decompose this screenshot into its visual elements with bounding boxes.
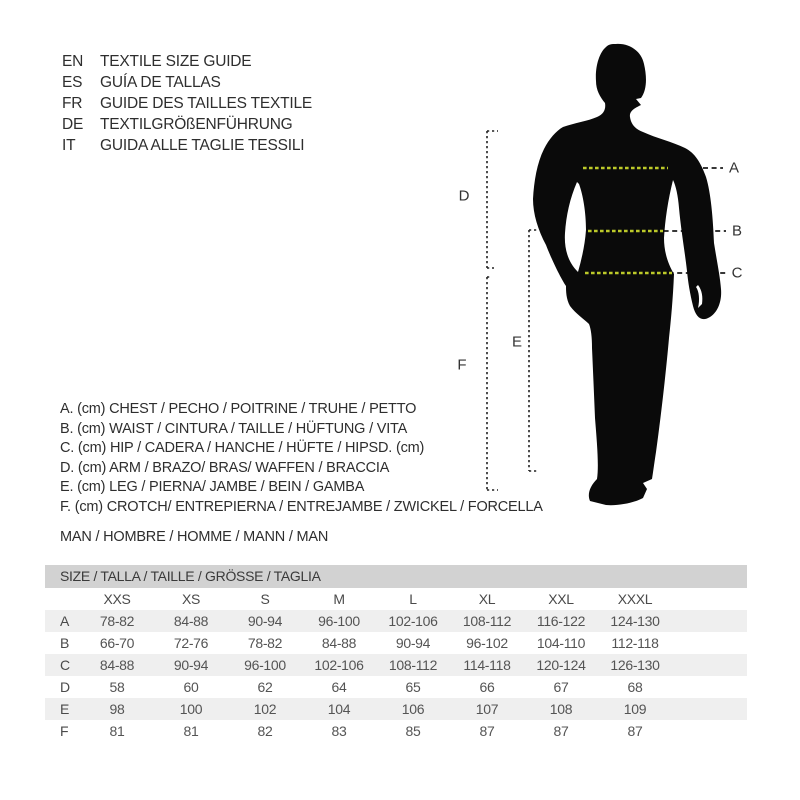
column-header: S: [260, 591, 270, 607]
size-value: 81: [183, 723, 199, 739]
size-value: 87: [553, 723, 569, 739]
size-table: [45, 565, 747, 742]
language-code: IT: [62, 136, 76, 154]
size-value: 96-100: [318, 613, 360, 629]
size-value: 90-94: [247, 613, 283, 629]
marker-crotch: F: [457, 356, 467, 374]
size-value: 66: [479, 679, 495, 695]
size-value: 90-94: [173, 657, 209, 673]
row-label: D: [60, 679, 70, 695]
size-value: 62: [257, 679, 273, 695]
column-header: XXS: [103, 591, 131, 607]
size-value: 109: [623, 701, 647, 717]
size-value: 84-88: [321, 635, 357, 651]
table-row: [45, 610, 747, 632]
size-value: 81: [109, 723, 125, 739]
language-label: GUIDA ALLE TAGLIE TESSILI: [100, 136, 305, 154]
row-label: F: [60, 723, 69, 739]
marker-hip: C: [731, 264, 743, 282]
column-header: XS: [181, 591, 201, 607]
legend-item: B. (cm) WAIST / CINTURA / TAILLE / HÜFTUNG / VITA: [60, 420, 408, 437]
marker-leg: E: [511, 333, 523, 351]
row-label: E: [60, 701, 70, 717]
column-header: XXXL: [617, 591, 653, 607]
legend-item: E. (cm) LEG / PIERNA/ JAMBE / BEIN / GAMBA: [60, 479, 365, 495]
size-value: 100: [179, 701, 203, 717]
size-value: 102: [253, 701, 277, 717]
subject-line: MAN / HOMBRE / HOMME / MANN / MAN: [60, 529, 329, 545]
size-value: 58: [109, 679, 125, 695]
size-value: 108-112: [388, 657, 438, 673]
size-value: 112-118: [611, 635, 659, 651]
size-value: 84-88: [173, 613, 209, 629]
table-row: [45, 720, 747, 742]
size-value: 82: [257, 723, 273, 739]
size-table-header-row: [45, 588, 747, 610]
size-value: 87: [479, 723, 495, 739]
size-value: 64: [331, 679, 347, 695]
size-value: 78-82: [99, 613, 135, 629]
size-value: 120-124: [536, 657, 586, 673]
legend-item: A. (cm) CHEST / PECHO / POITRINE / TRUHE / PETTO: [60, 401, 417, 417]
size-value: 65: [405, 679, 421, 695]
marker-arm: D: [458, 187, 470, 205]
size-value: 124-130: [610, 613, 660, 629]
column-header: XL: [478, 591, 496, 607]
row-label: A: [60, 613, 70, 629]
size-value: 104: [327, 701, 351, 717]
size-value: 90-94: [395, 635, 431, 651]
column-header: L: [409, 591, 417, 607]
size-value: 102-106: [388, 613, 438, 629]
language-code: ES: [62, 73, 83, 91]
legend-item: D. (cm) ARM / BRAZO/ BRAS/ WAFFEN / BRACCIA: [60, 459, 390, 476]
marker-waist: B: [731, 222, 743, 240]
size-value: 84-88: [99, 657, 135, 673]
size-value: 98: [109, 701, 125, 717]
size-value: 66-70: [99, 635, 135, 651]
language-label: GUÍA DE TALLAS: [100, 73, 221, 91]
size-value: 85: [405, 723, 421, 739]
size-value: 116-122: [536, 613, 586, 629]
column-header: XXL: [548, 591, 574, 607]
size-value: 72-76: [173, 635, 209, 651]
size-value: 104-110: [536, 635, 586, 651]
language-label: GUIDE DES TAILLES TEXTILE: [100, 94, 313, 112]
table-row: [45, 698, 747, 720]
size-value: 87: [627, 723, 643, 739]
man-silhouette: [533, 44, 721, 505]
size-table-grid: [45, 588, 747, 742]
size-value: 126-130: [610, 657, 660, 673]
language-label: TEXTILGRÖßENFÜHRUNG: [100, 115, 293, 133]
size-value: 67: [553, 679, 569, 695]
measurement-legend: [60, 400, 543, 517]
legend-item: C. (cm) HIP / CADERA / HANCHE / HÜFTE / HIPSD. (cm): [60, 440, 425, 456]
row-label: C: [60, 657, 70, 673]
table-row: [45, 654, 747, 676]
language-label: TEXTILE SIZE GUIDE: [100, 52, 252, 70]
legend-item: F. (cm) CROTCH/ ENTREPIERNA / ENTREJAMBE / ZWICKEL / FORCELLA: [60, 498, 543, 515]
size-value: 96-100: [244, 657, 286, 673]
size-value: 78-82: [247, 635, 283, 651]
size-value: 114-118: [463, 657, 511, 673]
size-value: 96-102: [466, 635, 508, 651]
table-row: [45, 676, 747, 698]
size-table-title: SIZE / TALLA / TAILLE / GRÖSSE / TAGLIA: [45, 565, 747, 588]
table-row: [45, 632, 747, 654]
language-code: DE: [62, 115, 84, 133]
marker-chest: A: [728, 159, 740, 177]
size-value: 68: [627, 679, 643, 695]
size-value: 60: [183, 679, 199, 695]
size-value: 102-106: [314, 657, 364, 673]
size-value: 108: [549, 701, 573, 717]
arm-extent-ticks: [487, 131, 498, 268]
size-value: 83: [331, 723, 347, 739]
language-code: EN: [62, 52, 84, 70]
row-label: B: [60, 635, 70, 651]
size-value: 107: [475, 701, 499, 717]
size-value: 108-112: [462, 613, 512, 629]
language-code: FR: [62, 94, 83, 112]
size-value: 106: [401, 701, 425, 717]
column-header: M: [333, 591, 345, 607]
